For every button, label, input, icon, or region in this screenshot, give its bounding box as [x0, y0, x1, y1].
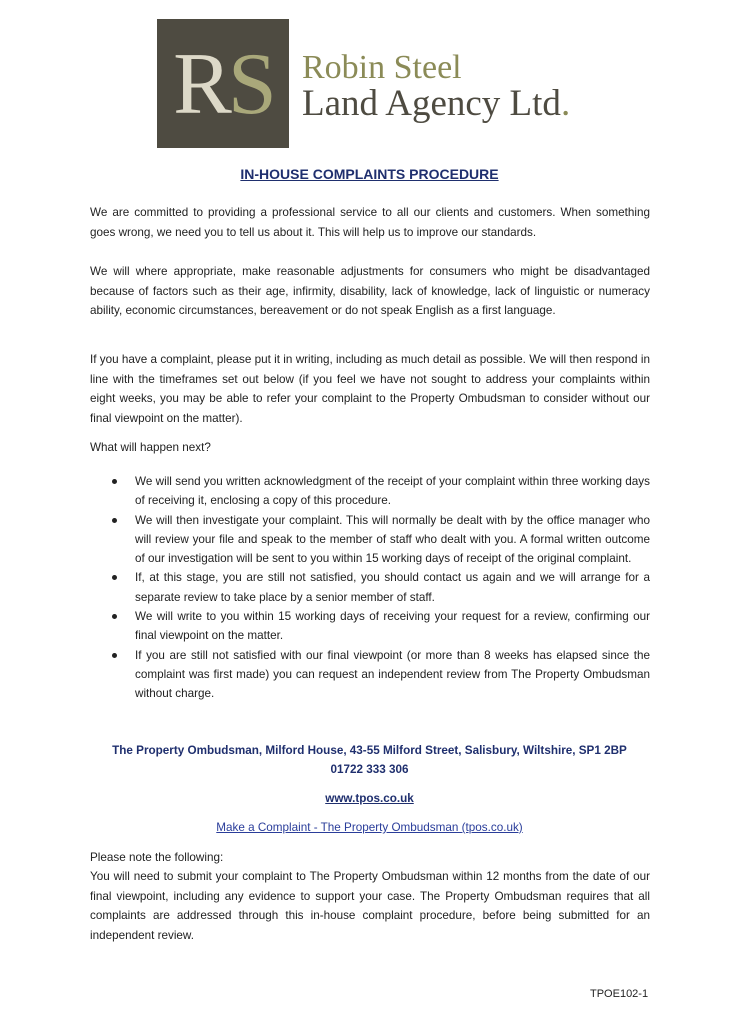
- ombudsman-address: The Property Ombudsman, Milford House, 43-55 Milford Street, Salisbury, Wiltshire, SP1 2BP: [112, 744, 627, 757]
- list-item: We will then investigate your complaint. This will normally be dealt with by the office manager who will review your file and speak to the member of staff who dealt with you. A formal written outcome of our investigation will be sent to you within 15 working days of receipt of the original complaint.: [112, 511, 650, 569]
- logo-letter-s: S: [227, 35, 273, 133]
- ombudsman-phone: 01722 333 306: [330, 763, 409, 776]
- logo-company-name: Robin Steel: [302, 49, 462, 86]
- ombudsman-website-link[interactable]: www.tpos.co.uk: [325, 792, 414, 805]
- procedure-steps-list: [112, 472, 650, 704]
- list-item: If you are still not satisfied with our final viewpoint (or more than 8 weeks has elapsed since the complaint was first made) you can request an independent review from The Property Ombudsman without charge.: [112, 646, 650, 704]
- list-item: We will send you written acknowledgment of the receipt of your complaint within three working days of receiving it, enclosing a copy of this procedure.: [112, 472, 650, 511]
- logo-monogram: [157, 19, 289, 148]
- note-heading: Please note the following:: [90, 851, 224, 864]
- bullet-icon: [112, 653, 117, 658]
- bullet-icon: [112, 479, 117, 484]
- note-body: You will need to submit your complaint to The Property Ombudsman within 12 months from the date of our final viewpoint, including any evidence to support your case. The Property Ombudsman requires that all complaints are addressed through this in-house complaint procedure, before being submitted for an independent review.: [90, 870, 650, 942]
- make-complaint-link[interactable]: Make a Complaint - The Property Ombudsman (tpos.co.uk): [216, 821, 523, 834]
- document-code: TPOE102-1: [590, 988, 649, 1000]
- bullet-icon: [112, 575, 117, 580]
- paragraph-commitment: We are committed to providing a professional service to all our clients and customers. When something goes wrong, we need you to tell us about it. This will help us to improve our standards.: [90, 206, 650, 239]
- logo-letter-r: R: [173, 35, 228, 133]
- paragraph-what-next: What will happen next?: [90, 441, 211, 454]
- page-title: IN-HOUSE COMPLAINTS PROCEDURE: [240, 166, 499, 182]
- list-item: We will write to you within 15 working days of receiving your request for a review, confirming our final viewpoint on the matter.: [112, 607, 650, 646]
- bullet-icon: [112, 518, 117, 523]
- logo-company-subtitle: Land Agency Ltd.: [302, 83, 571, 124]
- list-item: If, at this stage, you are still not satisfied, you should contact us again and we will arrange for a separate review to take place by a senior member of staff.: [112, 568, 650, 607]
- paragraph-adjustments: We will where appropriate, make reasonable adjustments for consumers who might be disadvantaged because of factors such as their age, infirmity, disability, lack of knowledge, lack of linguistic or numeracy ability, economic circumstances, bereavement or do not speak English as a first language.: [90, 265, 650, 317]
- bullet-icon: [112, 614, 117, 619]
- paragraph-how-to-complain: If you have a complaint, please put it in writing, including as much detail as possible. We will then respond in line with the timeframes set out below (if you feel we have not sought to address your complaints within eight weeks, you may be able to refer your complaint to the Property Ombudsman to consider without our final viewpoint on the matter).: [90, 353, 650, 425]
